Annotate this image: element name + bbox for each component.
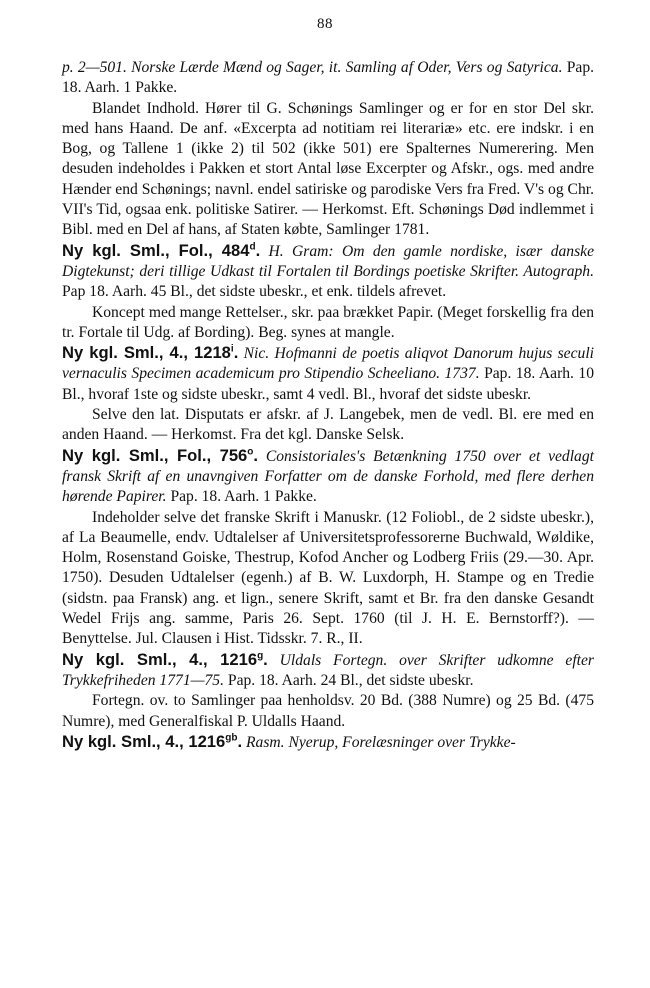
entry-physical-description: Pap. 18. Aarh. 24 Bl., det sidste ubeskr. <box>227 671 474 689</box>
shelfmark-heading: Ny kgl. Sml., 4., $1216^{gb}$. <box>62 731 243 751</box>
shelfmark-suffix: g <box>257 650 264 662</box>
entry-title-line <box>62 732 594 753</box>
entry-author: Nic. <box>243 345 270 363</box>
shelfmark-suffix: i <box>230 343 234 355</box>
catalog-entry <box>62 58 594 241</box>
entry-physical-description: Pap 18. Aarh. 45 Bl., det sidste ubeskr., et enk. tildels afrevet. <box>62 283 447 301</box>
shelfmark-text: Ny kgl. Sml., 4., 1218 <box>62 343 231 363</box>
entry-title-line <box>62 446 594 508</box>
entry-description: Fortegn. ov. to Samlinger paa henholdsv. 20 Bd. (388 Numre) og 25 Bd. (475 Numre), med Generalfiskal P. Uldalls Haand. <box>62 692 594 730</box>
shelfmark-text: Ny kgl. Sml., 4., 1216 <box>62 731 226 751</box>
catalog-entry <box>62 446 594 650</box>
shelfmark-suffix: o <box>247 446 254 458</box>
entry-title-line <box>62 241 594 303</box>
entry-description: Selve den lat. Disputats er afskr. af J. Langebek, men de vedl. Bl. ere med en anden Haand. — Herkomst. Fra det kgl. Danske Selsk. <box>62 406 594 444</box>
catalog-entry <box>62 343 594 445</box>
entry-title: Hofmanni de poetis aliqvot Danorum hujus seculi vernaculis Specimen academicum pro Stipendio Scheeliano. 1737. <box>62 345 594 383</box>
entry-physical-description: Pap. 18. Aarh. 1 Pakke. <box>170 488 317 506</box>
catalog-entry <box>62 732 594 753</box>
shelfmark-heading: Ny kgl. Sml., 4., 1218$^i$. <box>62 343 239 363</box>
entry-physical-description: Pap. 18. Aarh. 1 Pakke. <box>62 59 595 97</box>
entry-author: H. Gram: <box>268 242 334 260</box>
entry-title: Uldals Fortegn. over Skrifter udkomne efter Trykkefriheden 1771—75. <box>62 651 594 689</box>
entry-description: Blandet Indhold. Hører til G. Schønings Samlinger og er for en stor Del skr. med hans Haand. De anf. «Excerpta ad notitiam rei literariæ» etc. ere indskr. i en Bog, og Tallene 1 (ikke 2) til 502 (ikke 501) ere Spalternes Numerering. Men desuden indeholdes i Pakken et stort Antal løse Excerpter og Afskr., ogs. med andre Hænder end Schønings; navnl. endel satiriske og parodiske Vers fra Fred. V's og Chr. VII's Tid, ogsaa enk. politiske Satirer. — Herkomst. Eft. Schønings Død indlemmet i Bibl. med en Del af hans, af Staten købte, Samlinger 1781. <box>62 99 594 239</box>
shelfmark-heading: Ny kgl. Sml., 4., 1216$^g$. <box>62 649 268 669</box>
entry-title-line <box>62 650 594 692</box>
entry-author: Rasm. <box>246 733 285 751</box>
entry-title-line <box>62 343 594 405</box>
catalog-content <box>62 58 594 753</box>
catalog-entry <box>62 650 594 732</box>
shelfmark-text: Ny kgl. Sml., Fol., 756 <box>62 445 248 465</box>
shelfmark-text: Ny kgl. Sml., Fol., 484 <box>62 240 250 260</box>
entry-description: Indeholder selve det franske Skrift i Manuskr. (12 Foliobl., de 2 sidste ubeskr.), af La Beaumelle, endv. Udtalelser af Universitetsprofessorerne Buchwald, Wøldike, Holm, Rosenstand Goiske, Thestrup, Kofod Ancher og Lodberg Friis (29.—30. Apr. 1750). Desuden Udtalelser (egenh.) af B. W. Luxdorph, H. Stampe og en Tredie (sidstn. paa Fransk) ang. et lign., senere Skrift, samt et Br. fra den danske Gesandt Wedel Frijs ang. samme, Paris 26. Sept. 1760 (til J. H. E. Bernstorff?). — Benyttelse. Jul. Clausen i Hist. Tidsskr. 7. R., II. <box>62 508 594 648</box>
entry-title: Nyerup, Forelæsninger over Trykke- <box>288 733 516 751</box>
entry-page-range: p. 2—501. <box>62 59 127 76</box>
entry-title: Om den gamle nordiske, især danske Digtekunst; deri tillige Udkast til Fortalen til Bordings poetiske Skrifter. Autograph. <box>62 242 595 280</box>
page-number: 88 <box>317 16 333 32</box>
entry-title: Consistoriales's Betænkning 1750 over et vedlagt fransk Skrift af en unavngiven Forfatter om de danske Forhold, med flere derhen hørende Papirer. <box>62 447 594 506</box>
shelfmark-suffix: d <box>249 241 256 253</box>
entry-physical-description: Pap. 18. Aarh. 10 Bl., hvoraf 1ste og sidste ubeskr., samt 4 vedl. Bl., hvoraf det sidste ubeskr. <box>62 365 594 403</box>
entry-description: Koncept med mange Rettelser., skr. paa brækket Papir. (Meget forskellig fra den tr. Fortale til Udg. af Bording). Beg. synes at mangle. <box>62 303 594 341</box>
entry-title-line <box>62 58 594 99</box>
shelfmark-suffix: gb <box>225 732 238 744</box>
shelfmark-heading: Ny kgl. Sml., Fol., 756$^o$. <box>62 445 259 465</box>
catalog-entry <box>62 241 594 343</box>
shelfmark-heading: Ny kgl. Sml., Fol., 484$^d$. <box>62 240 261 260</box>
shelfmark-text: Ny kgl. Sml., 4., 1216 <box>62 649 258 669</box>
entry-title: Norske Lærde Mænd og Sager, it. Samling af Oder, Vers og Satyrica. <box>131 59 563 76</box>
